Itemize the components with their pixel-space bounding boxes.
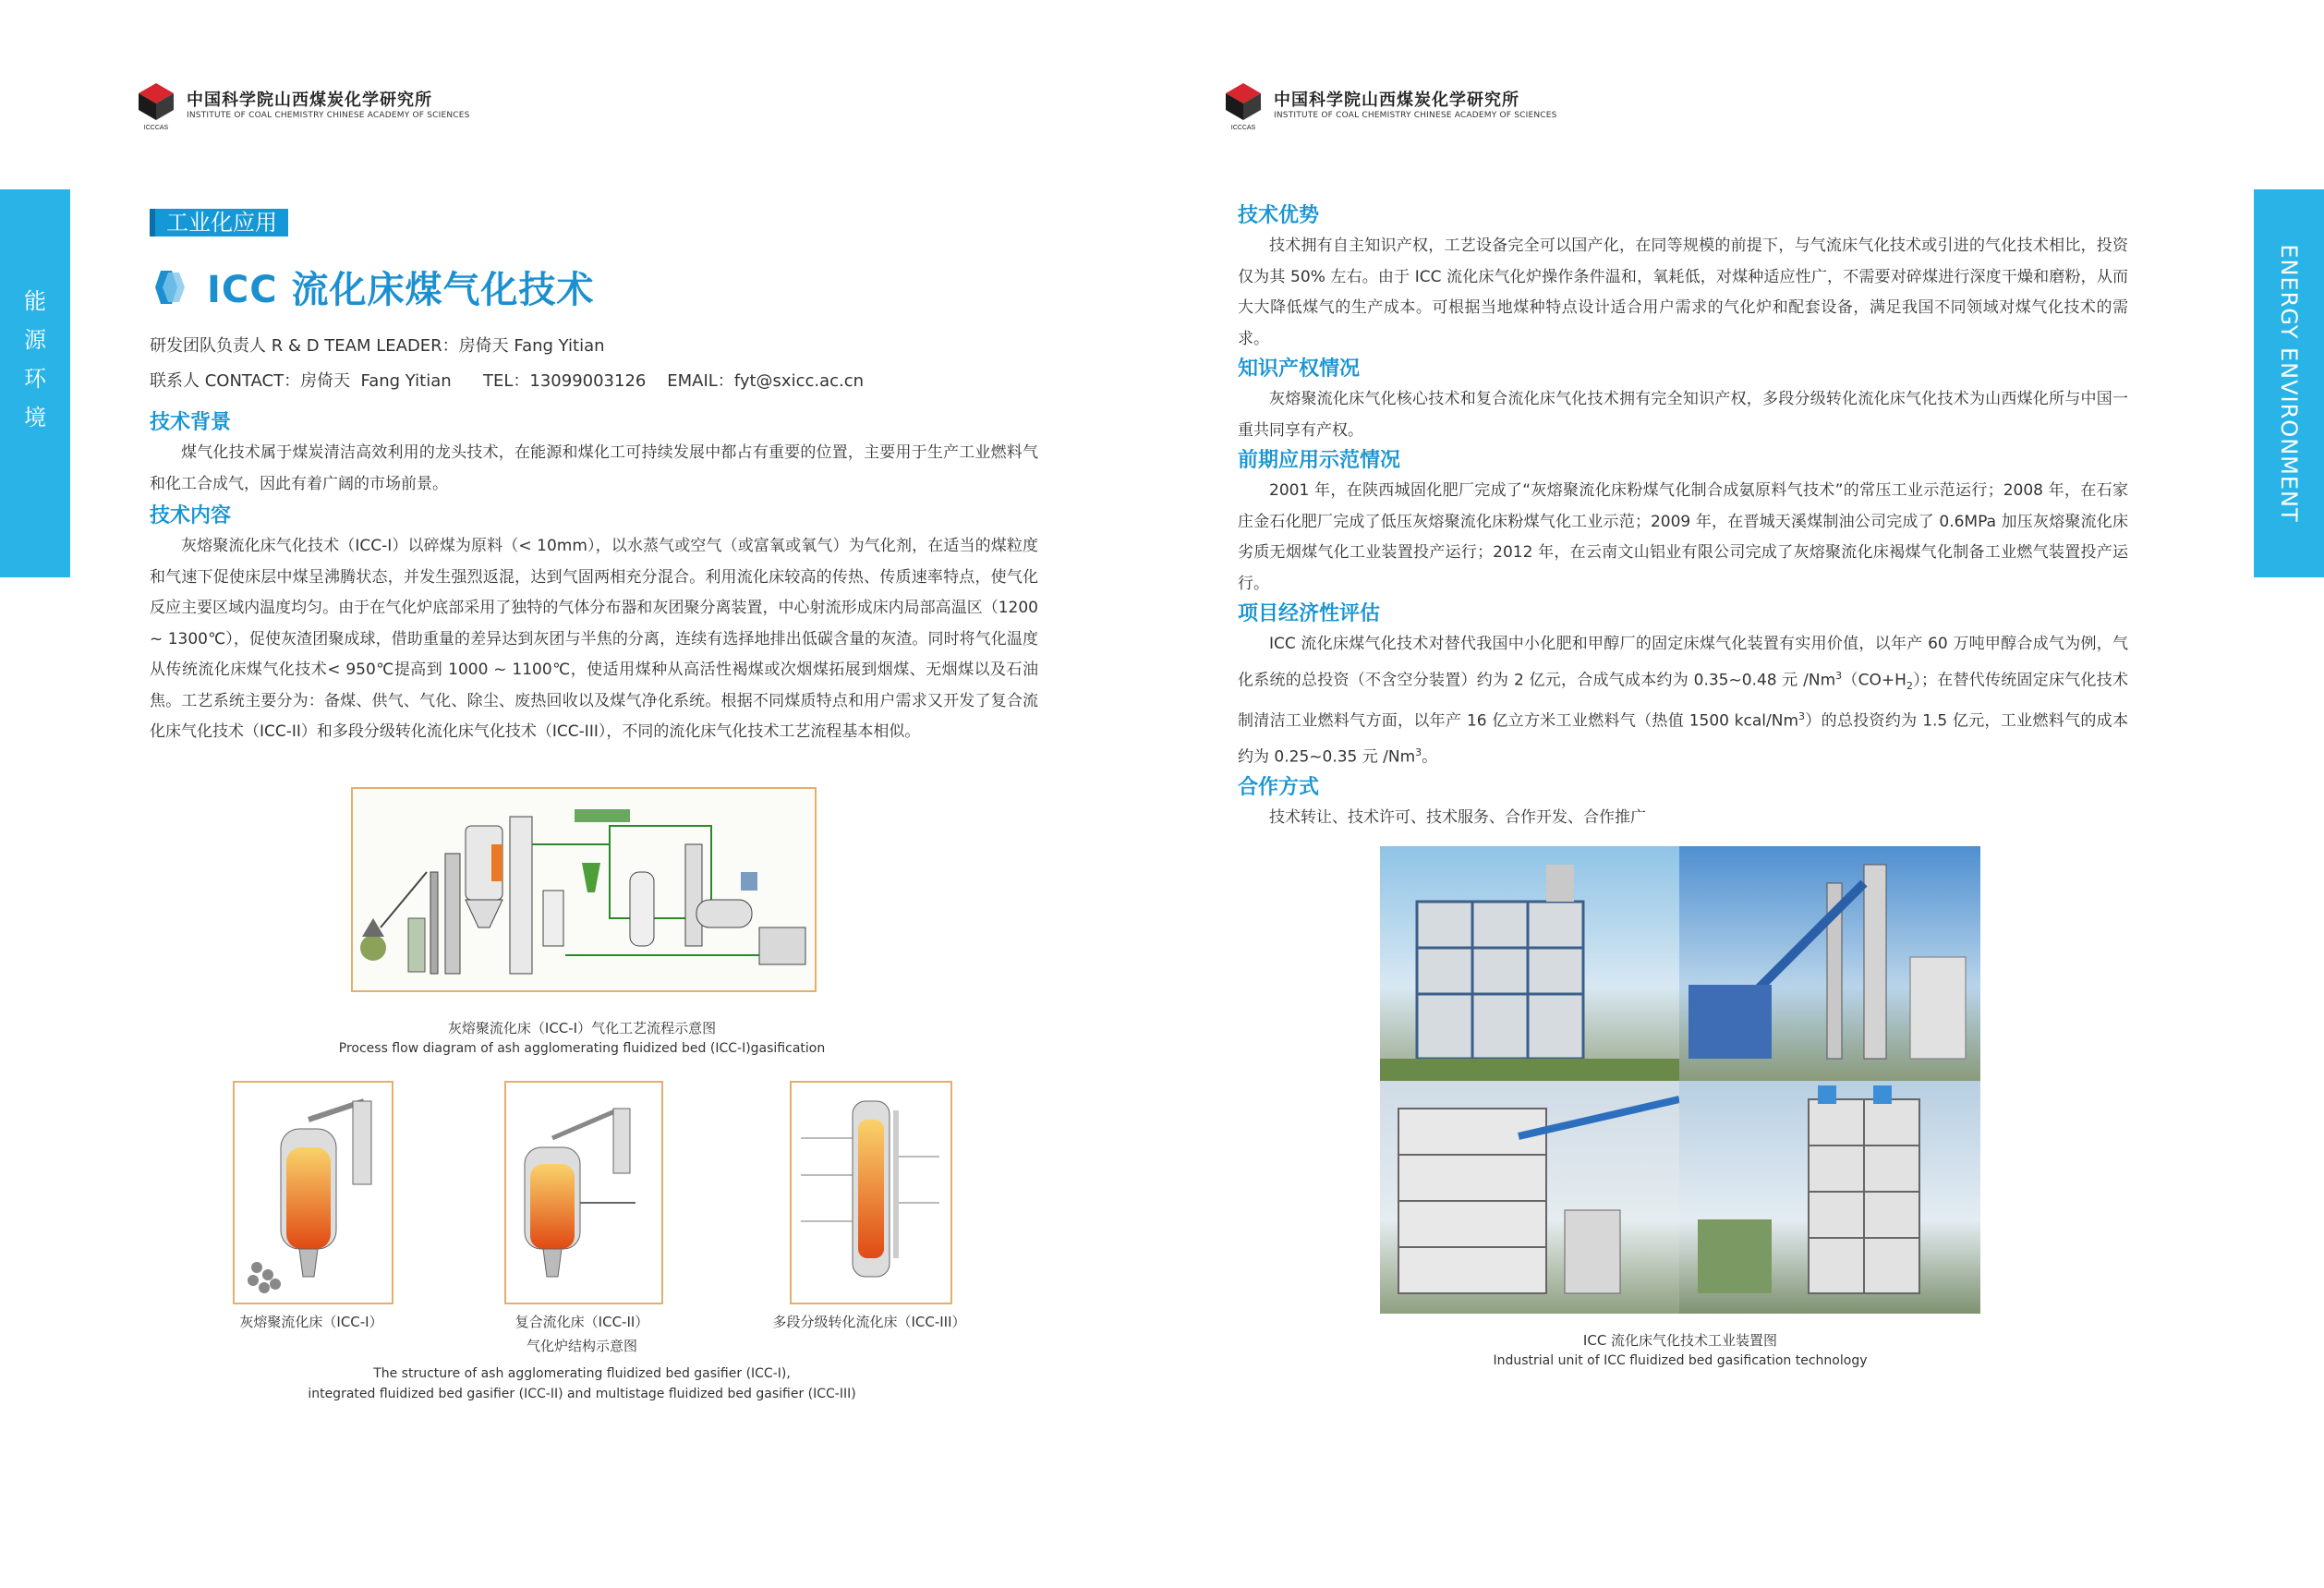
photo-caption-cn: ICC 流化床气化技术工业装置图 — [1582, 1332, 1778, 1349]
figure2-subtitle: 气化炉结构示意图 — [526, 1338, 637, 1354]
plant-photo-4 — [1679, 1081, 1980, 1314]
team-info — [150, 329, 1073, 399]
heading-demo: 前期应用示范情况 — [1238, 449, 1401, 472]
photo-caption-en: Industrial unit of ICC fluidized bed gasification technology — [1493, 1353, 1868, 1368]
side-char: 环 — [24, 366, 46, 392]
org-name-en: INSTITUTE OF COAL CHEMISTRY CHINESE ACADEMY OF SCIENCES — [1274, 110, 1557, 120]
left-body — [150, 408, 1038, 748]
institute-logo-icon — [1222, 79, 1265, 131]
org-name-cn: 中国科学院山西煤炭化学研究所 — [187, 90, 432, 110]
org-name-cn: 中国科学院山西煤炭化学研究所 — [1274, 90, 1519, 110]
plant-photo-1 — [1380, 846, 1679, 1081]
heading-ip: 知识产权情况 — [1238, 358, 1361, 381]
side-label-en: ENERGY ENVIRONMENT — [2276, 244, 2302, 523]
figure2-caption-en: The structure of ash agglomerating fluidized bed gasifier (ICC-I), integrated fluidized bed gasifier (ICC-II) and multistage fluidized bed gasifier (ICC-III) — [308, 1366, 856, 1401]
figure1-caption — [305, 1018, 859, 1059]
gasifier-label-icc1: 灰熔聚流化床（ICC-I） — [239, 1314, 383, 1330]
plant-photo-2 — [1679, 846, 1980, 1081]
text-economics: ICC 流化床煤气化技术对替代我国中小化肥和甲醇厂的固定床煤气化装置有实用价值，以年产 60 万吨甲醇合成气为例，气化系统的总投资（不含空分装置）约为 2 亿元，合成气成本约为 0.35~0.48 元 $/Nm^3(CO+H_2)$；在替代传统固定床气化技术制清洁工业燃料气方面，以年产 16 亿立方米工业燃料气（热值 1500 kcal/Nm$^3$）的总投资约为 1.5 亿元，工业燃料气的成本约为 0.25~0.35 元 /Nm$^3$。 — [1238, 635, 2129, 767]
plant-photo-3 — [1380, 1081, 1679, 1314]
right-body — [1238, 201, 2128, 834]
side-char: 境 — [24, 405, 46, 430]
text-ip: 灰熔聚流化床气化核心技术和复合流化床气化技术拥有完全知识产权，多段分级转化流化床气化技术为山西煤化所与中国一重共同享有产权。 — [1238, 390, 2128, 440]
side-tab-left — [0, 189, 70, 577]
contact-line: 联系人 CONTACT：房倚天 Fang Yitian TEL：13099003126 EMAIL：fyt@sxicc.ac.cn — [150, 371, 865, 391]
text-cooperation: 技术转让、技术许可、技术服务、合作开发、合作推广 — [1269, 808, 1646, 828]
heading-economics: 项目经济性评估 — [1238, 602, 1381, 625]
photo-caption — [1380, 1330, 1980, 1371]
figure1-caption-cn: 灰熔聚流化床（ICC-I）气化工艺流程示意图 — [447, 1020, 717, 1036]
hexagon-icon — [150, 269, 190, 306]
heading-content: 技术内容 — [150, 504, 232, 527]
title-row — [150, 261, 595, 313]
heading-advantage: 技术优势 — [1238, 204, 1320, 227]
text-background: 煤气化技术属于煤炭清洁高效利用的龙头技术，在能源和煤化工可持续发展中都占有重要的位置，主要用于生产工业燃料气和化工合成气，因此有着广阔的市场前景。 — [150, 443, 1038, 493]
header-logo-left — [135, 79, 470, 131]
logo-abbr: ICCCAS — [143, 125, 169, 131]
gasifier-icc2-diagram — [504, 1081, 663, 1304]
team-leader: 研发团队负责人 R & D TEAM LEADER：房倚天 Fang Yitian — [150, 336, 605, 356]
org-name-en: INSTITUTE OF COAL CHEMISTRY CHINESE ACADEMY OF SCIENCES — [187, 110, 470, 120]
gasifier-icc3-diagram — [790, 1081, 952, 1304]
section-tag: 工业化应用 — [150, 209, 288, 236]
institute-logo-icon — [135, 79, 177, 131]
figure1-caption-en: Process flow diagram of ash agglomerating fluidized bed (ICC-I)gasification — [338, 1041, 826, 1056]
page-title: ICC 流化床煤气化技术 — [207, 269, 595, 311]
text-demo: 2001 年，在陕西城固化肥厂完成了“灰熔聚流化床粉煤气化制合成氨原料气技术”的常压工业示范运行；2008 年，在石家庄金石化肥厂完成了低压灰熔聚流化床粉煤气化工业示范；2009 年，在晋城天溪煤制油公司完成了 0.6MPa 加压灰熔聚流化床劣质无烟煤气化工业装置投产运行；2012 年，在云南文山铝业有限公司完成了灰熔聚流化床褐煤气化制备工业燃气装置投产运行。 — [1238, 481, 2128, 593]
heading-background: 技术背景 — [150, 411, 232, 434]
side-char: 能 — [24, 288, 46, 314]
text-advantage: 技术拥有自主知识产权，工艺设备完全可以国产化，在同等规模的前提下，与气流床气化技术或引进的气化技术相比，投资仅为其 50% 左右。由于 ICC 流化床气化炉操作条件温和，氧耗低，对煤种适应性广，不需要对碎煤进行深度干燥和磨粉，从而大大降低煤气的生产成本。可根据当地煤种特点设计适合用户需求的气化炉和配套设备，满足我国不同领域对煤气化技术的需求。 — [1238, 236, 2128, 348]
side-char: 源 — [24, 327, 46, 353]
gasifier-label-icc3: 多段分级转化流化床（ICC-III） — [772, 1314, 966, 1330]
logo-abbr: ICCCAS — [1230, 125, 1256, 131]
gasifier-icc1-diagram — [233, 1081, 393, 1304]
gasifier-label-icc2: 复合流化床（ICC-II） — [514, 1314, 649, 1330]
text-content: 灰熔聚流化床气化技术（ICC-I）以碎煤为原料（< 10mm），以水蒸气或空气（或富氧或氧气）为气化剂，在适当的煤粒度和气速下促使床层中煤呈沸腾状态，并发生强烈返混，达到气固两相充分混合。利用流化床较高的传热、传质速率特点，使气化反应主要区域内温度均匀。由于在气化炉底部采用了独特的气体分布器和灰团聚分离装置，中心射流形成床内局部高温区（1200 ~ 1300℃），促使灰渣团聚成球，借助重量的差异达到灰团与半焦的分离，连续有选择地排出低碳含量的灰渣。同时将气化温度从传统流化床煤气化技术< 950℃提高到 1000 ~ 1100℃，使适用煤种从高活性褐煤或次烟煤拓展到烟煤、无烟煤以及石油焦。工艺系统主要分为：备煤、供气、气化、除尘、废热回收以及煤气净化系统。根据不同煤质特点和用户需求又开发了复合流化床气化技术（ICC-II）和多段分级转化流化床气化技术（ICC-III），不同的流化床气化技术工艺流程基本相似。 — [150, 537, 1038, 741]
side-tab-right — [2254, 189, 2324, 577]
heading-cooperation: 合作方式 — [1238, 776, 1320, 800]
process-flow-diagram — [351, 787, 817, 992]
header-logo-right — [1222, 79, 1557, 131]
